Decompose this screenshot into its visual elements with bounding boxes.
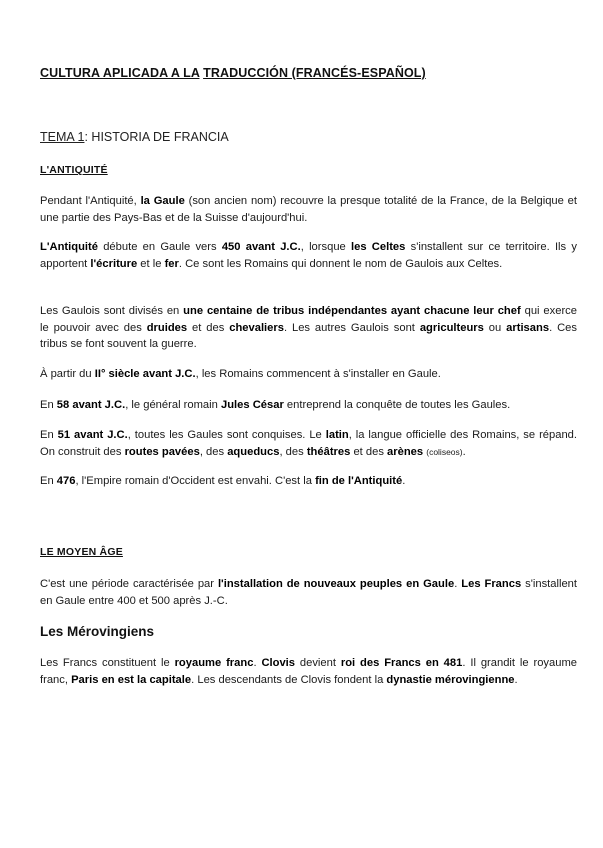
- bold-text: l'installation de nouveaux peuples en Gaule: [217, 578, 455, 590]
- text-run: Les Francs constituent le: [40, 657, 175, 669]
- text-run: . Les autres Gaulois sont: [283, 321, 420, 334]
- bold-text: druides: [146, 321, 188, 334]
- bold-text: royaume franc: [174, 657, 254, 669]
- bold-text: latin: [325, 429, 349, 441]
- text-run: (son ancien nom) recouvre la presque totalité de la France, de la Belgique et une partie des Pays-Bas et de la Suisse d'aujourd'hui.: [40, 195, 577, 224]
- text-run: , l'Empire romain d'Occident est envahi. C'est la: [75, 475, 316, 487]
- text-run: , toutes les Gaules sont conquises. Le: [127, 429, 326, 441]
- text-run: .: [454, 578, 462, 590]
- paragraph: [40, 655, 577, 688]
- text-run: débute en Gaule vers: [97, 241, 222, 253]
- document-title-part1: CULTURA APLICADA A LA: [40, 66, 200, 80]
- bold-text: chevaliers: [229, 321, 284, 334]
- text-run: En: [40, 429, 58, 441]
- bold-text: fin de l'Antiquité: [315, 475, 403, 487]
- text-run: ou: [483, 321, 507, 334]
- bold-text: roi des Francs en 481: [340, 657, 463, 669]
- paragraph: [40, 239, 577, 272]
- document-title: [40, 66, 426, 80]
- text-run: , le général romain: [125, 399, 221, 411]
- text-run: .: [514, 673, 518, 686]
- bold-text: Jules César: [220, 399, 284, 411]
- text-run: , lorsque: [300, 241, 351, 253]
- bold-text: Les Francs: [461, 578, 522, 590]
- text-run: qui exerce le pouvoir avec des: [40, 305, 577, 334]
- bold-text: L'Antiquité: [40, 241, 98, 253]
- text-run: et des: [187, 321, 230, 334]
- bold-text: artisans: [506, 321, 550, 334]
- paragraph: [40, 427, 577, 460]
- paragraph: [40, 397, 577, 414]
- bold-text: agriculteurs: [419, 321, 484, 334]
- bold-text: aqueducs: [227, 445, 280, 458]
- text-run: Pendant l'Antiquité,: [40, 195, 141, 207]
- text-run: , des: [279, 445, 307, 458]
- subheading-merovingiens: Les Mérovingiens: [40, 624, 155, 639]
- bold-text: fer: [164, 257, 179, 270]
- text-run: .: [462, 445, 466, 458]
- paragraph: [40, 193, 577, 226]
- bold-text: l'écriture: [90, 257, 138, 270]
- tema-heading: [40, 130, 229, 144]
- bold-text: arènes: [387, 445, 424, 458]
- paragraph: [40, 303, 577, 353]
- text-run: .: [253, 657, 262, 669]
- bold-text: théâtres: [306, 445, 351, 458]
- bold-text: 450 avant J.C.: [221, 241, 301, 253]
- text-run: .: [402, 475, 406, 487]
- text-run: . Il grandit le royaume franc,: [40, 657, 578, 686]
- text-run: et le: [137, 257, 165, 270]
- text-run: , la langue officielle des Romains, se répand. On construit des: [40, 429, 578, 458]
- section-heading-antiquite: L'ANTIQUITÉ: [40, 164, 108, 176]
- tema-label: TEMA 1: [40, 130, 85, 144]
- text-run: , les Romains commencent à s'installer en Gaule.: [195, 368, 441, 380]
- paragraph: [40, 473, 577, 490]
- section-heading-moyen-age: LE MOYEN ÂGE: [40, 546, 123, 558]
- tema-text: : HISTORIA DE FRANCIA: [84, 130, 229, 144]
- text-run: . Les descendants de Clovis fondent la: [191, 673, 387, 686]
- text-run: . Ce sont les Romains qui donnent le nom de Gaulois aux Celtes.: [178, 257, 503, 270]
- bold-text: une centaine de tribus indépendantes ayant chacune leur chef: [183, 305, 521, 317]
- document-title-part2: TRADUCCIÓN (FRANCÉS-ESPAÑOL): [203, 66, 426, 80]
- bold-text: dynastie mérovingienne: [386, 673, 515, 686]
- text-run: s'installent en Gaule entre 400 et 500 après J.-C.: [40, 578, 578, 607]
- text-run: entreprend la conquête de toutes les Gaules.: [283, 399, 511, 411]
- text-run: C'est une période caractérisée par: [40, 578, 218, 590]
- text-run: En: [40, 399, 57, 411]
- bold-text: les Celtes: [351, 241, 406, 253]
- text-run: En: [40, 475, 57, 487]
- bold-text: 58 avant J.C.: [56, 399, 126, 411]
- bold-text: 51 avant J.C.: [57, 429, 128, 441]
- bold-text: Clovis: [261, 657, 296, 669]
- text-run: et des: [350, 445, 388, 458]
- bold-text: 476: [56, 475, 76, 487]
- text-run: s'installent sur ce territoire. Ils y apportent: [40, 241, 577, 270]
- text-run: , des: [199, 445, 228, 458]
- text-run: Les Gaulois sont divisés en: [40, 305, 184, 317]
- bold-text: Paris en est la capitale: [71, 673, 192, 686]
- bold-text: la Gaule: [140, 195, 185, 207]
- text-run: devient: [295, 657, 341, 669]
- paragraph: [40, 576, 577, 609]
- text-run: À partir du: [40, 368, 95, 380]
- text-run: . Ces tribus se font souvent la guerre.: [40, 321, 577, 350]
- text-run: (coliseos): [426, 446, 463, 457]
- bold-text: routes pavées: [124, 445, 200, 458]
- paragraph: [40, 366, 577, 383]
- bold-text: II° siècle avant J.C.: [94, 368, 196, 380]
